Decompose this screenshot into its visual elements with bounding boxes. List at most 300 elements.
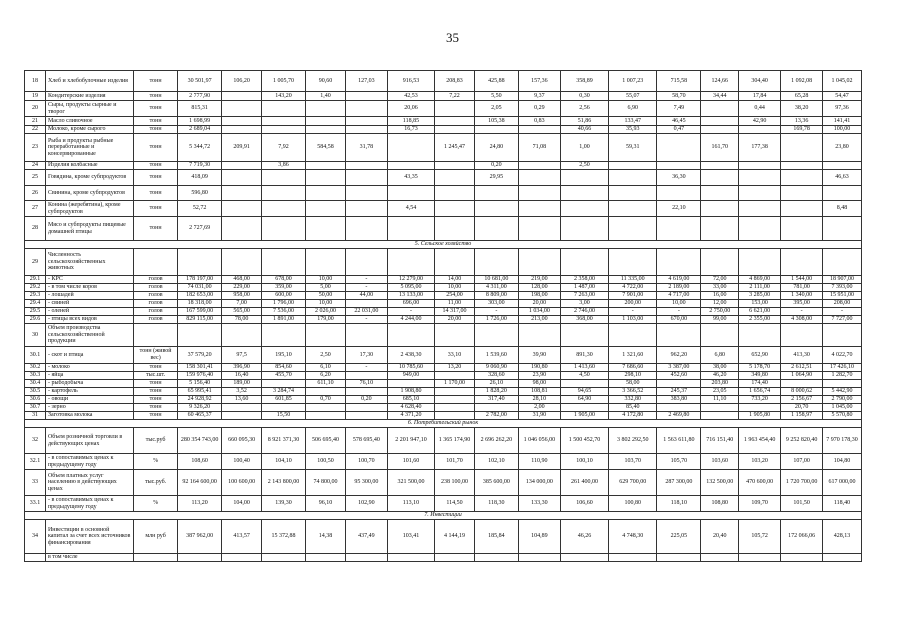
- value-cell: [387, 162, 434, 170]
- row-number: 18: [25, 71, 46, 92]
- indicator-name: Свинина, кроме субпродуктов: [45, 186, 133, 201]
- unit-cell: тонн: [134, 217, 178, 241]
- value-cell: [306, 170, 346, 186]
- value-cell: [739, 162, 781, 170]
- unit-cell: тонн: [134, 92, 178, 101]
- value-cell: [781, 162, 823, 170]
- section-title: 6. Потребительский рынок: [25, 420, 862, 428]
- row-number: 26: [25, 186, 46, 201]
- value-cell: [474, 201, 518, 217]
- value-cell: [781, 324, 823, 347]
- indicator-name: - в том числе коров: [45, 284, 133, 292]
- value-cell: 1 282,70: [823, 372, 862, 380]
- value-cell: 100,10: [560, 454, 608, 470]
- table-row: [25, 308, 862, 316]
- value-cell: 108,80: [701, 496, 739, 512]
- value-cell: 31,90: [518, 412, 560, 420]
- value-cell: 30 501,97: [178, 71, 222, 92]
- value-cell: [306, 554, 346, 562]
- value-cell: 670,00: [657, 316, 701, 324]
- table-row: [25, 292, 862, 300]
- value-cell: 617 000,00: [823, 470, 862, 496]
- value-cell: 1,40: [306, 92, 346, 101]
- unit-cell: тонн: [134, 162, 178, 170]
- value-cell: [387, 249, 434, 276]
- value-cell: 139,30: [262, 496, 306, 512]
- value-cell: 100,70: [345, 454, 387, 470]
- value-cell: 54,47: [823, 92, 862, 101]
- value-cell: 42,53: [387, 92, 434, 101]
- table-row: [25, 71, 862, 92]
- value-cell: 31,78: [345, 134, 387, 162]
- value-cell: 92 164 600,00: [178, 470, 222, 496]
- value-cell: [739, 324, 781, 347]
- row-number: 30.1: [25, 347, 46, 364]
- value-cell: 437,49: [345, 520, 387, 554]
- value-cell: 7 536,00: [262, 308, 306, 316]
- value-cell: [435, 249, 475, 276]
- indicator-name: Заготовка молока: [45, 412, 133, 420]
- row-number: 32: [25, 428, 46, 454]
- value-cell: 4 308,00: [781, 316, 823, 324]
- value-cell: 103,70: [609, 454, 657, 470]
- unit-cell: тонн: [134, 380, 178, 388]
- value-cell: [518, 554, 560, 562]
- value-cell: 2 727,69: [178, 217, 222, 241]
- value-cell: 9 326,20: [178, 404, 222, 412]
- value-cell: [609, 217, 657, 241]
- value-cell: 4 869,00: [739, 276, 781, 284]
- value-cell: [262, 324, 306, 347]
- value-cell: [435, 324, 475, 347]
- value-cell: 359,00: [262, 284, 306, 292]
- value-cell: 59,31: [609, 134, 657, 162]
- value-cell: -: [345, 284, 387, 292]
- value-cell: [222, 412, 262, 420]
- table-row: [25, 249, 862, 276]
- value-cell: 7 727,00: [823, 316, 862, 324]
- value-cell: 90,60: [306, 71, 346, 92]
- value-cell: [609, 249, 657, 276]
- value-cell: [345, 162, 387, 170]
- value-cell: 4 628,40: [387, 404, 434, 412]
- value-cell: [739, 126, 781, 134]
- value-cell: [306, 388, 346, 396]
- table-row: [25, 347, 862, 364]
- value-cell: 141,41: [823, 117, 862, 126]
- value-cell: [178, 554, 222, 562]
- value-cell: 652,90: [739, 347, 781, 364]
- value-cell: 317,40: [474, 396, 518, 404]
- value-cell: [222, 170, 262, 186]
- value-cell: 52,72: [178, 201, 222, 217]
- statistics-table-container: [24, 70, 862, 562]
- value-cell: 118,40: [823, 496, 862, 512]
- value-cell: [306, 404, 346, 412]
- value-cell: 4 371,20: [387, 412, 434, 420]
- value-cell: 685,10: [387, 396, 434, 404]
- table-row: [25, 300, 862, 308]
- value-cell: 177,38: [739, 134, 781, 162]
- indicator-name: Сыры, продукты сырные и творог: [45, 101, 133, 117]
- indicator-name: Объем платных услуг населению в действующих ценах: [45, 470, 133, 496]
- value-cell: 20,06: [387, 101, 434, 117]
- table-row: [25, 412, 862, 420]
- value-cell: [781, 201, 823, 217]
- value-cell: [222, 92, 262, 101]
- value-cell: 829 115,00: [178, 316, 222, 324]
- value-cell: [222, 554, 262, 562]
- value-cell: -: [345, 316, 387, 324]
- value-cell: 104,89: [518, 520, 560, 554]
- value-cell: [262, 170, 306, 186]
- row-number: 33.1: [25, 496, 46, 512]
- unit-cell: тонн: [134, 201, 178, 217]
- value-cell: 7 901,00: [609, 292, 657, 300]
- value-cell: 600,00: [262, 292, 306, 300]
- value-cell: [306, 324, 346, 347]
- row-number: 29.4: [25, 300, 46, 308]
- value-cell: 1 170,00: [435, 380, 475, 388]
- value-cell: 4 144,19: [435, 520, 475, 554]
- table-row: [25, 364, 862, 372]
- value-cell: 4,50: [560, 372, 608, 380]
- value-cell: 100 600,00: [222, 470, 262, 496]
- table-row: [25, 276, 862, 284]
- unit-cell: голов: [134, 300, 178, 308]
- value-cell: 99,00: [701, 316, 739, 324]
- value-cell: 46,63: [823, 170, 862, 186]
- value-cell: 190,80: [518, 364, 560, 372]
- value-cell: 97,36: [823, 101, 862, 117]
- value-cell: 109,70: [739, 496, 781, 512]
- value-cell: [222, 404, 262, 412]
- table-row: [25, 454, 862, 470]
- value-cell: 225,05: [657, 520, 701, 554]
- row-number: 32.1: [25, 454, 46, 470]
- value-cell: 8 809,00: [474, 292, 518, 300]
- value-cell: 2 355,00: [739, 316, 781, 324]
- value-cell: 182 653,00: [178, 292, 222, 300]
- table-row: [25, 388, 862, 396]
- unit-cell: тонн: [134, 71, 178, 92]
- table-row: [25, 284, 862, 292]
- value-cell: [657, 554, 701, 562]
- value-cell: [387, 217, 434, 241]
- row-number: 29.3: [25, 292, 46, 300]
- indicator-name: - овощи: [45, 396, 133, 404]
- value-cell: 4 748,30: [609, 520, 657, 554]
- value-cell: 11,00: [435, 300, 475, 308]
- value-cell: 128,00: [518, 284, 560, 292]
- value-cell: 189,00: [222, 380, 262, 388]
- value-cell: [474, 554, 518, 562]
- value-cell: [518, 201, 560, 217]
- value-cell: 596,80: [178, 186, 222, 201]
- value-cell: 43,35: [387, 170, 434, 186]
- value-cell: 12 279,00: [387, 276, 434, 284]
- value-cell: 2 746,00: [560, 308, 608, 316]
- value-cell: 20,00: [518, 300, 560, 308]
- value-cell: 0,20: [345, 396, 387, 404]
- value-cell: 9 060,90: [474, 364, 518, 372]
- row-number: 22: [25, 126, 46, 134]
- value-cell: [739, 554, 781, 562]
- value-cell: [739, 249, 781, 276]
- value-cell: 1 500 452,70: [560, 428, 608, 454]
- value-cell: 5 442,90: [823, 388, 862, 396]
- value-cell: 660 095,30: [222, 428, 262, 454]
- value-cell: [701, 126, 739, 134]
- value-cell: 14,38: [306, 520, 346, 554]
- unit-cell: [134, 249, 178, 276]
- value-cell: [609, 201, 657, 217]
- value-cell: 29,95: [474, 170, 518, 186]
- value-cell: 629 700,00: [609, 470, 657, 496]
- value-cell: [435, 101, 475, 117]
- value-cell: 102,10: [474, 454, 518, 470]
- value-cell: 7 393,00: [823, 284, 862, 292]
- value-cell: [701, 554, 739, 562]
- value-cell: 1 365 174,90: [435, 428, 475, 454]
- value-cell: [474, 186, 518, 201]
- value-cell: 195,10: [262, 347, 306, 364]
- indicator-name: Инвестиции в основной капитал за счет всех источников финансирования: [45, 520, 133, 554]
- value-cell: [435, 396, 475, 404]
- table-row: [25, 126, 862, 134]
- value-cell: 2,50: [306, 347, 346, 364]
- value-cell: 174,40: [739, 380, 781, 388]
- value-cell: 5,00: [306, 284, 346, 292]
- table-row: [25, 316, 862, 324]
- value-cell: [609, 554, 657, 562]
- value-cell: 96,10: [306, 496, 346, 512]
- value-cell: [222, 201, 262, 217]
- value-cell: 208,00: [823, 300, 862, 308]
- value-cell: 2 156,67: [781, 396, 823, 404]
- value-cell: 13,60: [222, 396, 262, 404]
- table-row: [25, 324, 862, 347]
- value-cell: 10,00: [306, 276, 346, 284]
- value-cell: 368,00: [560, 316, 608, 324]
- value-cell: 1 563 611,80: [657, 428, 701, 454]
- value-cell: [701, 186, 739, 201]
- value-cell: [178, 249, 222, 276]
- value-cell: [823, 186, 862, 201]
- value-cell: [701, 170, 739, 186]
- value-cell: 7 686,60: [609, 364, 657, 372]
- row-number: 21: [25, 117, 46, 126]
- value-cell: 106,20: [222, 71, 262, 92]
- value-cell: 7 263,00: [560, 292, 608, 300]
- table-row: [25, 201, 862, 217]
- value-cell: 854,60: [262, 364, 306, 372]
- value-cell: 565,00: [222, 308, 262, 316]
- value-cell: [657, 324, 701, 347]
- value-cell: 127,03: [345, 71, 387, 92]
- row-number: 27: [25, 201, 46, 217]
- value-cell: 65,28: [781, 92, 823, 101]
- indicator-name: Кондитерские изделия: [45, 92, 133, 101]
- table-row: [25, 554, 862, 562]
- value-cell: 104,00: [222, 496, 262, 512]
- value-cell: [518, 162, 560, 170]
- value-cell: [518, 249, 560, 276]
- value-cell: 209,91: [222, 134, 262, 162]
- value-cell: 1 007,23: [609, 71, 657, 92]
- table-row: [25, 404, 862, 412]
- value-cell: 18 318,00: [178, 300, 222, 308]
- value-cell: 15 372,88: [262, 520, 306, 554]
- value-cell: 76,10: [345, 380, 387, 388]
- value-cell: [560, 249, 608, 276]
- value-cell: [222, 117, 262, 126]
- value-cell: 159 976,40: [178, 372, 222, 380]
- value-cell: 9 252 820,40: [781, 428, 823, 454]
- indicator-name: Рыба и продукты рыбные переработанные и консервированные: [45, 134, 133, 162]
- value-cell: 101,60: [387, 454, 434, 470]
- value-cell: 114,50: [435, 496, 475, 512]
- value-cell: 3 802 292,50: [609, 428, 657, 454]
- value-cell: [262, 380, 306, 388]
- value-cell: 2,50: [560, 162, 608, 170]
- value-cell: 1 064,90: [781, 372, 823, 380]
- value-cell: 2,56: [560, 101, 608, 117]
- value-cell: [306, 186, 346, 201]
- value-cell: 0,70: [306, 396, 346, 404]
- value-cell: [435, 404, 475, 412]
- value-cell: 1 487,00: [560, 284, 608, 292]
- value-cell: 22 031,00: [345, 308, 387, 316]
- value-cell: 16,40: [222, 372, 262, 380]
- value-cell: 24,80: [474, 134, 518, 162]
- value-cell: [657, 217, 701, 241]
- value-cell: 58,70: [657, 92, 701, 101]
- value-cell: 6,90: [609, 101, 657, 117]
- value-cell: -: [609, 308, 657, 316]
- value-cell: 5 156,40: [178, 380, 222, 388]
- value-cell: 10,00: [306, 300, 346, 308]
- unit-cell: тыс.шт.: [134, 372, 178, 380]
- value-cell: [518, 186, 560, 201]
- value-cell: 418,09: [178, 170, 222, 186]
- indicator-name: - молоко: [45, 364, 133, 372]
- unit-cell: тонн: [134, 117, 178, 126]
- value-cell: 133,47: [609, 117, 657, 126]
- value-cell: [823, 554, 862, 562]
- value-cell: 143,20: [262, 92, 306, 101]
- value-cell: 1 046 056,00: [518, 428, 560, 454]
- value-cell: 3 284,74: [262, 388, 306, 396]
- value-cell: 58,00: [609, 380, 657, 388]
- value-cell: 715,58: [657, 71, 701, 92]
- unit-cell: [134, 324, 178, 347]
- value-cell: 100,00: [823, 126, 862, 134]
- value-cell: [345, 126, 387, 134]
- value-cell: 245,37: [657, 388, 701, 396]
- indicator-name: Изделия колбасные: [45, 162, 133, 170]
- value-cell: [518, 217, 560, 241]
- unit-cell: тонн: [134, 404, 178, 412]
- value-cell: 4,54: [387, 201, 434, 217]
- indicator-name: Хлеб и хлебобулочные изделия: [45, 71, 133, 92]
- value-cell: [701, 249, 739, 276]
- value-cell: [435, 388, 475, 396]
- value-cell: [435, 412, 475, 420]
- value-cell: [435, 554, 475, 562]
- table-row: [25, 496, 862, 512]
- indicator-name: - в сопоставимых ценах к предыдущему году: [45, 496, 133, 512]
- value-cell: 153,00: [739, 300, 781, 308]
- value-cell: 4 244,00: [387, 316, 434, 324]
- value-cell: 2 469,80: [657, 412, 701, 420]
- value-cell: [701, 324, 739, 347]
- value-cell: [222, 217, 262, 241]
- value-cell: 105,72: [739, 520, 781, 554]
- unit-cell: тонн: [134, 412, 178, 420]
- unit-cell: тонн: [134, 134, 178, 162]
- row-number: 30.5: [25, 388, 46, 396]
- table-row: [25, 101, 862, 117]
- value-cell: [823, 249, 862, 276]
- value-cell: [701, 162, 739, 170]
- value-cell: [345, 101, 387, 117]
- value-cell: 13,36: [781, 117, 823, 126]
- value-cell: 962,20: [657, 347, 701, 364]
- value-cell: [474, 217, 518, 241]
- value-cell: 113,20: [178, 496, 222, 512]
- value-cell: [306, 162, 346, 170]
- table-row: [25, 92, 862, 101]
- value-cell: 1 539,60: [474, 347, 518, 364]
- value-cell: 1 045,00: [823, 404, 862, 412]
- unit-cell: тонн: [134, 101, 178, 117]
- value-cell: 98,00: [518, 380, 560, 388]
- value-cell: [560, 217, 608, 241]
- value-cell: [560, 404, 608, 412]
- value-cell: 24 928,92: [178, 396, 222, 404]
- value-cell: 6,80: [701, 347, 739, 364]
- value-cell: 2,05: [474, 101, 518, 117]
- value-cell: -: [657, 308, 701, 316]
- table-row: [25, 396, 862, 404]
- table-row: [25, 380, 862, 388]
- value-cell: 3 366,52: [609, 388, 657, 396]
- row-number: 30.3: [25, 372, 46, 380]
- value-cell: 733,20: [739, 396, 781, 404]
- value-cell: 4 172,80: [609, 412, 657, 420]
- value-cell: 118,85: [387, 117, 434, 126]
- value-cell: 72,00: [701, 276, 739, 284]
- value-cell: 2 026,00: [306, 308, 346, 316]
- row-number: 25: [25, 170, 46, 186]
- value-cell: 16,73: [387, 126, 434, 134]
- value-cell: 611,10: [306, 380, 346, 388]
- value-cell: 20,00: [435, 316, 475, 324]
- value-cell: 1 092,08: [781, 71, 823, 92]
- value-cell: [435, 117, 475, 126]
- unit-cell: тонн: [134, 186, 178, 201]
- value-cell: 5 178,70: [739, 364, 781, 372]
- value-cell: 40,66: [560, 126, 608, 134]
- section-title: 5. Сельское хозяйство: [25, 241, 862, 249]
- value-cell: [262, 126, 306, 134]
- value-cell: [701, 217, 739, 241]
- value-cell: [739, 186, 781, 201]
- value-cell: 105,70: [657, 454, 701, 470]
- value-cell: 44,00: [345, 292, 387, 300]
- value-cell: 4 022,70: [823, 347, 862, 364]
